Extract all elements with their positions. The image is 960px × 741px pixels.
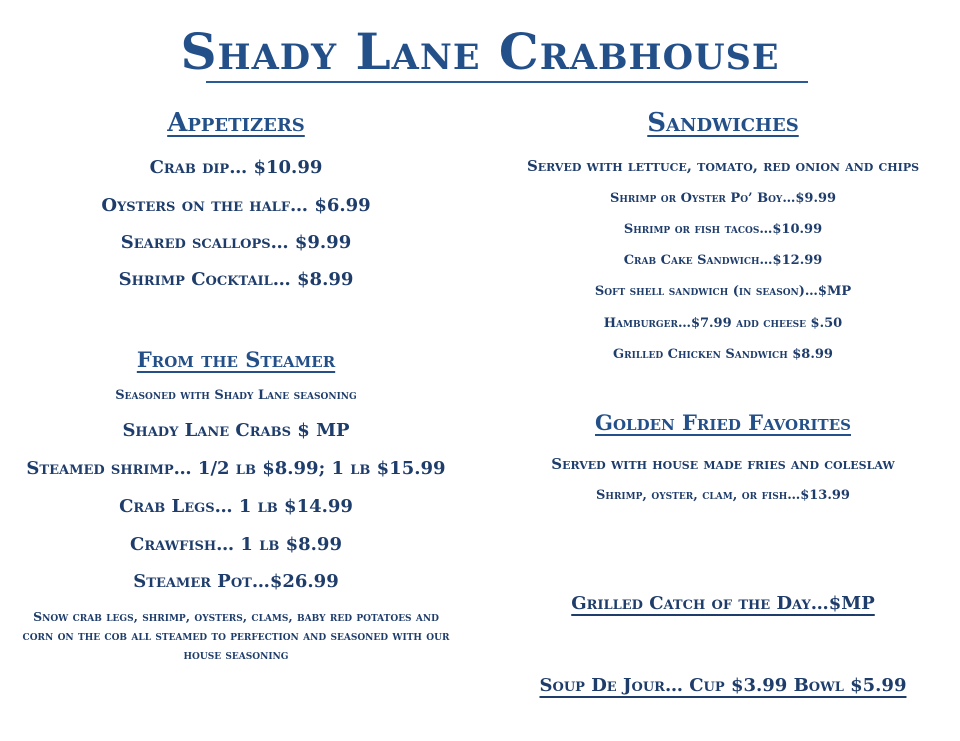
steamer-item: Steamed shrimp… 1/2 lb $8.99; 1 lb $15.99	[26, 458, 446, 479]
soup-de-jour	[500, 675, 946, 696]
appetizer-item: Crab dip… $10.99	[149, 157, 323, 178]
sandwiches-subtitle: Served with lettuce, tomato, red onion and chips	[526, 157, 920, 175]
steamer-item: Crawfish… 1 lb $8.99	[130, 534, 342, 555]
sandwich-item: Shrimp or fish tacos…$10.99	[623, 222, 823, 237]
sandwich-item: Soft shell sandwich (in season)…$MP	[594, 284, 852, 299]
soup-de-jour-text: Soup De Jour… Cup $3.99 Bowl $5.99	[539, 675, 907, 696]
steamer-item: Shady Lane Crabs $ MP	[122, 420, 350, 441]
appetizers-heading: Appetizers	[167, 108, 305, 138]
sandwiches-heading: Sandwiches	[647, 108, 799, 138]
steamer-subtitle: Seasoned with Shady Lane seasoning	[115, 388, 357, 403]
appetizer-item: Seared scallops… $9.99	[120, 232, 352, 253]
steamer-item: Crab Legs… 1 lb $14.99	[119, 496, 353, 517]
restaurant-title: Shady Lane Crabhouse	[180, 22, 780, 81]
sandwich-item: Crab Cake Sandwich…$12.99	[623, 253, 823, 268]
steamer-item: Steamer Pot…$26.99	[133, 571, 339, 592]
appetizer-item: Oysters on the half… $6.99	[101, 195, 371, 216]
title-underline	[206, 81, 808, 83]
steamer-pot-note: Snow crab legs, shrimp, oysters, clams, baby red potatoes and corn on the cob all steamed to perfection and seasoned with our house seasoning	[22, 609, 450, 662]
fried-subtitle: Served with house made fries and coleslaw	[551, 455, 895, 473]
catch-of-the-day	[500, 593, 946, 614]
steamer-heading: From the Steamer	[136, 347, 336, 372]
catch-of-the-day-text: Grilled Catch of the Day…$MP	[571, 593, 875, 614]
sandwich-item: Hamburger…$7.99 add cheese $.50	[603, 316, 843, 331]
sandwich-item: Grilled Chicken Sandwich $8.99	[613, 347, 833, 362]
fried-item: Shrimp, oyster, clam, or fish…$13.99	[596, 488, 850, 503]
appetizer-item: Shrimp Cocktail… $8.99	[118, 269, 354, 290]
sandwich-item: Shrimp or Oyster Po’ Boy…$9.99	[609, 191, 837, 206]
fried-heading: Golden Fried Favorites	[595, 410, 851, 435]
